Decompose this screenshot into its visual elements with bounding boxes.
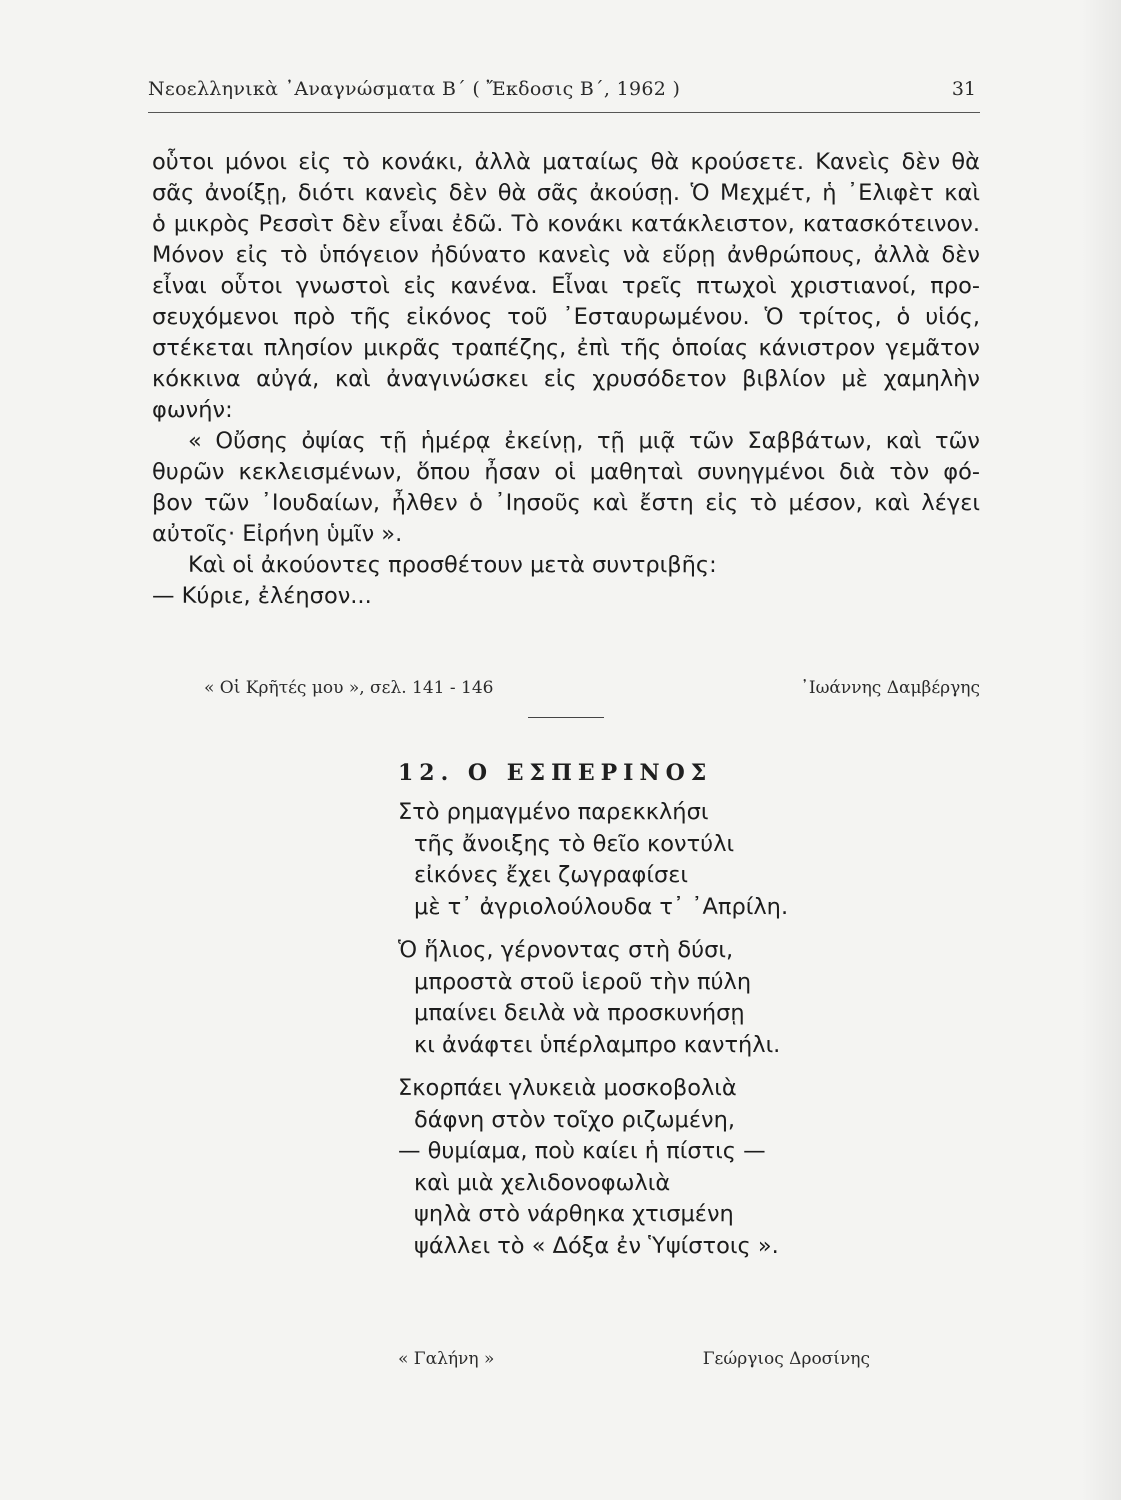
verse-line: δάφνη στὸν τοῖχο ριζωμένη, <box>414 1106 735 1133</box>
source-author: ᾿Ιωάννης Δαμβέργης <box>800 678 980 698</box>
verse-line: Ὁ ἥλιος, γέρνοντας στὴ δύσι, <box>398 937 734 963</box>
poem-heading: 12. Ο ΕΣΠΕΡΙΝΟΣ <box>398 760 713 786</box>
verse-line: κι ἀνάφτει ὑπέρλαμπρο καντήλι. <box>414 1031 781 1058</box>
poem-collection: « Γαλήνη » <box>398 1349 495 1369</box>
poem-author: Γεώργιος Δροσίνης <box>702 1349 870 1369</box>
running-header <box>148 74 980 104</box>
source-work: « Οἱ Κρῆτές μου », σελ. 141 - 146 <box>204 678 494 698</box>
verse-line: μπροστὰ στοῦ ἱεροῦ τὴν πύλη <box>414 968 752 995</box>
verse-line: — θυμίαμα, ποὺ καίει ἡ πίστις — <box>398 1138 766 1164</box>
stanza <box>398 797 878 923</box>
prose-passage <box>152 147 980 612</box>
running-header-title: Νεοελληνικὰ ᾿Αναγνώσματα Β΄ ( Ἔκδοσις Β΄, 1962 ) <box>148 78 681 100</box>
verse-line: μπαίνει δειλὰ νὰ προσκυνήσῃ <box>414 1000 745 1026</box>
verse-line: τῆς ἄνοιξης τὸ θεῖο κοντύλι <box>414 830 735 857</box>
header-rule <box>148 112 980 113</box>
gospel-quote <box>152 426 980 550</box>
page-edge-shadow <box>1081 0 1121 1500</box>
listeners-paragraph <box>152 550 980 581</box>
response-line: — Κύριε, ἐλέησον... <box>152 583 372 609</box>
prose-line: ὁ μικρὸς Ρεσσὶτ δὲν εἶναι ἐδῶ. Τὸ κονάκι κατάκλειστον, κατασκότεινον. <box>152 211 980 237</box>
verse-line: Στὸ ρημαγμένο παρεκκλήσι <box>398 799 709 825</box>
quote-line: « Οὔσης ὀψίας τῇ ἡμέρᾳ ἐκείνῃ, τῇ μιᾷ τῶν Σαββάτων, καὶ τῶν <box>188 428 980 454</box>
quote-line: αὐτοῖς· Εἰρήνη ὑμῖν ». <box>152 521 403 547</box>
quote-line: βον τῶν ᾿Ιουδαίων, ἦλθεν ὁ ᾿Ιησοῦς καὶ ἔστη εἰς τὸ μέσον, καὶ λέγει <box>152 490 980 516</box>
verse-line: μὲ τ᾿ ἀγριολούλουδα τ᾿ ᾿Απρίλη. <box>414 893 789 920</box>
prose-line: κόκκινα αὐγά, καὶ ἀναγινώσκει εἰς χρυσόδετον βιβλίον μὲ χαμηλὴν <box>152 366 980 392</box>
prose-line: φωνήν: <box>152 397 233 423</box>
section-separator <box>528 717 604 718</box>
verse-line: εἰκόνες ἔχει ζωγραφίσει <box>414 862 688 888</box>
verse-line: ψάλλει τὸ « Δόξα ἐν Ὑψίστοις ». <box>414 1232 779 1259</box>
prose-paragraph <box>152 147 980 426</box>
prose-line: οὗτοι μόνοι εἰς τὸ κονάκι, ἀλλὰ ματαίως θὰ κρούσετε. Κανεὶς δὲν θὰ <box>152 149 980 175</box>
source-citation <box>204 678 980 706</box>
verse-line: ψηλὰ στὸ νάρθηκα χτισμένη <box>414 1201 734 1227</box>
stanza <box>398 935 878 1061</box>
poem-body <box>398 797 878 1274</box>
listeners-line: Καὶ οἱ ἀκούοντες προσθέτουν μετὰ συντριβῆς: <box>188 552 717 578</box>
prose-line: στέκεται πλησίον μικρᾶς τραπέζης, ἐπὶ τῆς ὁποίας κάνιστρον γεμᾶτον <box>152 335 980 361</box>
prose-line: Μόνον εἰς τὸ ὑπόγειον ἠδύνατο κανεὶς νὰ εὕρῃ ἀνθρώπους, ἀλλὰ δὲν <box>152 242 980 268</box>
poem-citation <box>398 1349 870 1377</box>
verse-line: Σκορπάει γλυκειὰ μοσκοβολιὰ <box>398 1075 737 1101</box>
prose-line: σᾶς ἀνοίξῃ, διότι κανεὶς δὲν θὰ σᾶς ἀκούσῃ. Ὁ Μεχμέτ, ἡ ᾿Ελιφὲτ καὶ <box>152 180 980 206</box>
stanza <box>398 1073 878 1262</box>
response-paragraph <box>152 581 980 612</box>
prose-line: σευχόμενοι πρὸ τῆς εἰκόνος τοῦ ᾿Εσταυρωμένου. Ὁ τρίτος, ὁ υἱός, <box>152 304 980 330</box>
verse-line: καὶ μιὰ χελιδονοφωλιὰ <box>414 1169 671 1196</box>
quote-line: θυρῶν κεκλεισμένων, ὅπου ἦσαν οἱ μαθηταὶ συνηγμένοι διὰ τὸν φό- <box>152 459 980 485</box>
prose-line: εἶναι οὗτοι γνωστοὶ εἰς κανένα. Εἶναι τρεῖς πτωχοὶ χριστιανοί, προ- <box>152 273 980 299</box>
page-number: 31 <box>951 78 976 100</box>
